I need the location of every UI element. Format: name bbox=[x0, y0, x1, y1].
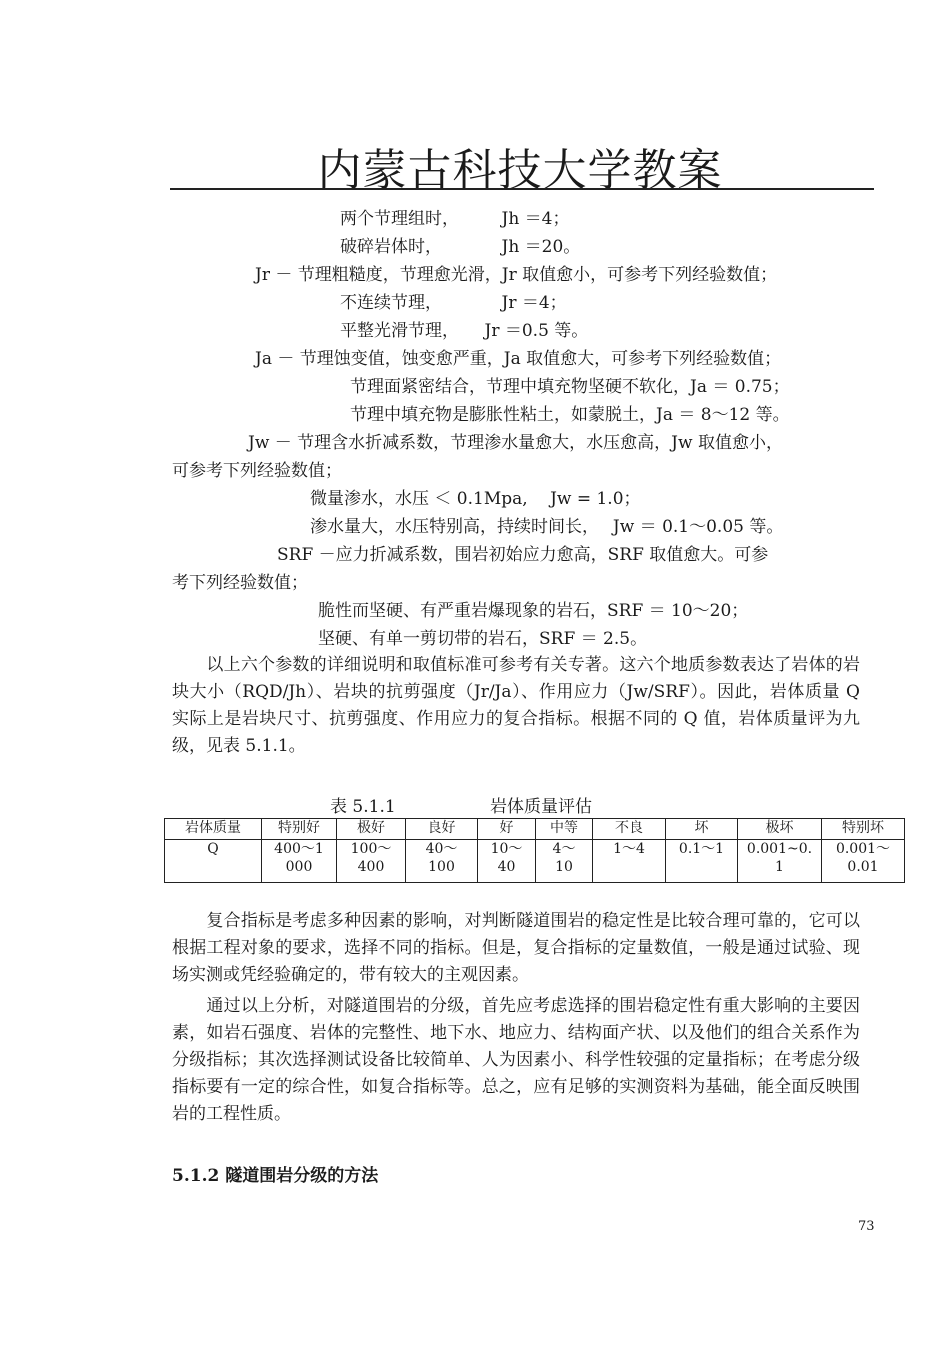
table-caption-number: 表 5.1.1 bbox=[330, 797, 396, 817]
table-header-cell: 极好 bbox=[337, 819, 406, 840]
text-line: 破碎岩体时， Jh ＝20。 bbox=[340, 237, 581, 257]
table-cell: 4～10 bbox=[536, 840, 593, 883]
page-number: 73 bbox=[858, 1219, 875, 1234]
table-cell: 400～1000 bbox=[262, 840, 337, 883]
paragraph: 以上六个参数的详细说明和取值标准可参考有关专著。这六个地质参数表达了岩体的岩块大小（RQD/Jh）、岩块的抗剪强度（Jr/Ja）、作用应力（Jw/SRF）。因此，岩体质量 Q 实际上是岩块尺寸、抗剪强度、作用应力的复合指标。根据不同的 Q 值，岩体质量评为九级，见表 5.1.1。 bbox=[172, 655, 860, 756]
table-cell: 0.001～0.01 bbox=[822, 840, 905, 883]
text-line: Jw － 节理含水折减系数，节理渗水量愈大，水压愈高，Jw 取值愈小， bbox=[248, 433, 783, 453]
paragraph: 通过以上分析，对隧道围岩的分级，首先应考虑选择的围岩稳定性有重大影响的主要因素，如岩石强度、岩体的完整性、地下水、地应力、结构面产状、以及他们的组合关系作为分级指标；其次选择测试设备比较简单、人为因素小、科学性较强的定量指标；在考虑分级指标要有一定的综合性，如复合指标等。总之，应有足够的实测资料为基础，能全面反映围岩的工程性质。 bbox=[172, 996, 860, 1124]
table-header-cell: 特别好 bbox=[262, 819, 337, 840]
table-cell: 0.1～1 bbox=[666, 840, 738, 883]
text-line: 微量渗水，水压 ＜ 0.1Mpa, Jw = 1.0； bbox=[310, 489, 641, 509]
text-line: Jr － 节理粗糙度，节理愈光滑，Jr 取值愈小，可参考下列经验数值； bbox=[255, 265, 778, 285]
text-line: 两个节理组时， Jh ＝4； bbox=[340, 209, 570, 229]
text-line: 渗水量大，水压特别高，持续时间长， Jw ＝ 0.1～0.05 等。 bbox=[310, 517, 784, 537]
table-header-row bbox=[165, 819, 905, 840]
table-cell: Q bbox=[165, 840, 262, 883]
table-header-cell: 坏 bbox=[666, 819, 738, 840]
table-cell: 1～4 bbox=[593, 840, 666, 883]
table-cell: 100～400 bbox=[337, 840, 406, 883]
table-header-cell: 岩体质量 bbox=[165, 819, 262, 840]
text-line: SRF －应力折减系数，围岩初始应力愈高，SRF 取值愈大。可参 bbox=[277, 545, 769, 565]
header-rule bbox=[170, 188, 874, 190]
table-header-cell: 好 bbox=[478, 819, 536, 840]
table-header-cell: 不良 bbox=[593, 819, 666, 840]
text-line: 可参考下列经验数值； bbox=[172, 461, 342, 481]
table-header-cell: 良好 bbox=[406, 819, 478, 840]
table-caption-title: 岩体质量评估 bbox=[490, 797, 592, 817]
text-line: 节理面紧密结合，节理中填充物坚硬不软化，Ja ＝ 0.75； bbox=[350, 377, 790, 397]
table-cell: 40～100 bbox=[406, 840, 478, 883]
section-heading: 5.1.2 隧道围岩分级的方法 bbox=[172, 1166, 379, 1186]
rock-quality-table bbox=[164, 818, 905, 883]
text-line: Ja － 节理蚀变值，蚀变愈严重，Ja 取值愈大，可参考下列经验数值； bbox=[255, 349, 782, 369]
table-cell: 0.001~0.1 bbox=[738, 840, 822, 883]
text-line: 脆性而坚硬、有严重岩爆现象的岩石，SRF ＝ 10～20； bbox=[318, 601, 749, 621]
text-line: 考下列经验数值； bbox=[172, 573, 308, 593]
page-header-title: 内蒙古科技大学教案 bbox=[317, 145, 723, 196]
text-line: 节理中填充物是膨胀性粘土，如蒙脱土，Ja ＝ 8～12 等。 bbox=[350, 405, 790, 425]
table-cell: 10～40 bbox=[478, 840, 536, 883]
text-line: 不连续节理， Jr ＝4； bbox=[340, 293, 567, 313]
table-header-cell: 极坏 bbox=[738, 819, 822, 840]
table-row bbox=[165, 840, 905, 883]
table-header-cell: 特别坏 bbox=[822, 819, 905, 840]
paragraph: 复合指标是考虑多种因素的影响，对判断隧道围岩的稳定性是比较合理可靠的，它可以根据工程对象的要求，选择不同的指标。但是，复合指标的定量数值，一般是通过试验、现场实测或凭经验确定的，带有较大的主观因素。 bbox=[172, 911, 860, 985]
text-line: 平整光滑节理， Jr ＝0.5 等。 bbox=[340, 321, 589, 341]
text-line: 坚硬、有单一剪切带的岩石，SRF ＝ 2.5。 bbox=[318, 629, 648, 649]
table-header-cell: 中等 bbox=[536, 819, 593, 840]
